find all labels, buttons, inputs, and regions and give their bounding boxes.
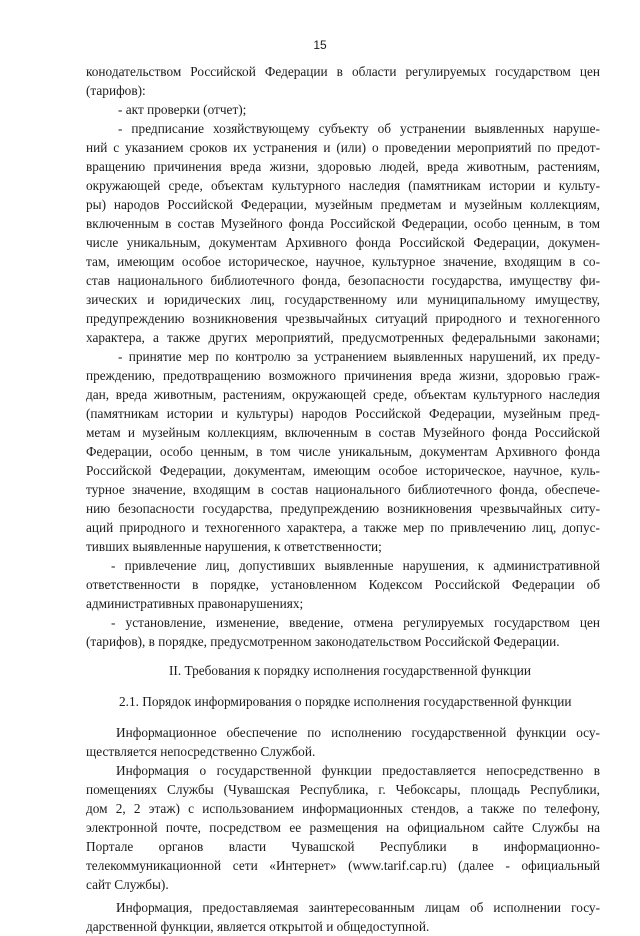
text-line: характера, а также других мероприятий, предусмотренных федеральными законами; <box>86 330 600 345</box>
text-line: включенным в состав Музейного фонда Российской Федерации, особо ценным, в том <box>86 216 600 231</box>
text-line: дом 2, 2 этаж) с использованием информационных стендов, а также по телефону, <box>86 801 600 816</box>
tariffs-item <box>86 613 600 651</box>
text-line: административных правонарушениях; <box>86 596 304 611</box>
text-line: окружающей среде, объектам культурного наследия (памятникам истории и культу- <box>86 178 600 193</box>
text-line: числе уникальным, документам Архивного фонда Российской Федерации, докумен- <box>86 235 600 250</box>
text-line: ответственности в порядке, установленном Кодексом Российской Федерации об <box>86 577 600 592</box>
text-line: дарственной функции, является открытой и общедоступной. <box>86 919 430 934</box>
text-line: став национального библиотечного фонда, безопасности государства, имуществу фи- <box>86 273 600 288</box>
info-open-paragraph <box>86 898 600 936</box>
intro-paragraph <box>86 62 600 100</box>
measures-item <box>86 347 600 556</box>
text-line: Информация, предоставляемая заинтересованным лицам об исполнении госу- <box>116 900 600 915</box>
text-line: нию безопасности государства, предупреждению возникновения чрезвычайных ситу- <box>86 501 600 516</box>
text-line: ний с указанием сроков их устранения и (или) о проведении мероприятий по предот- <box>86 140 600 155</box>
text-line: конодательством Российской Федерации в области регулируемых государством цен <box>86 64 600 79</box>
text-line: там, имеющим особое историческое, научное, культурное значение, входящим в со- <box>86 254 600 269</box>
text-line: преждению, предотвращению возможного причинения вреда жизни, здоровью граж- <box>86 368 600 383</box>
text-line: зических и юридических лиц, государственному или муниципальному имуществу, <box>86 292 600 307</box>
page-number: 15 <box>313 38 327 52</box>
section-heading: II. Требования к порядку исполнения государственной функции <box>169 663 531 678</box>
text-line: - установление, изменение, введение, отмена регулируемых государством цен <box>111 615 600 630</box>
text-line: - принятие мер по контролю за устранением выявленных нарушений, их преду- <box>118 349 600 364</box>
text-line: тивших выявленные нарушения, к ответственности; <box>86 539 382 554</box>
info-support-paragraph <box>86 723 600 761</box>
text-line: Российской Федерации, документам, имеющим особое историческое, научное, куль- <box>86 463 600 478</box>
text-line: помещениях Службы (Чувашская Республика, г. Чебоксары, площадь Республики, <box>86 782 600 797</box>
text-line: электронной почте, посредством ее размещения на официальном сайте Службы на <box>86 820 600 835</box>
text-line: (тарифов): <box>86 83 146 98</box>
text-line: Информационное обеспечение по исполнению государственной функции осу- <box>116 725 600 740</box>
text-line: Информация о государственной функции предоставляется непосредственно в <box>116 763 600 778</box>
text-line: - акт проверки (отчет); <box>118 102 247 117</box>
text-line: метам и музейным коллекциям, включенным в состав Музейного фонда Российской <box>86 425 600 440</box>
text-line: телекоммуникационной сети «Интернет» (www.tarif.cap.ru) (далее - официальный <box>86 858 600 873</box>
text-line: Портале органов власти Чувашской Республики в информационно- <box>86 839 600 854</box>
text-line: ры) народов Российской Федерации, музейным предметам и музейным коллекциям, <box>86 197 600 212</box>
text-line: предупреждению возникновения чрезвычайных ситуаций природного и техногенного <box>86 311 600 326</box>
liability-item <box>86 556 600 613</box>
order-item <box>86 119 600 347</box>
text-line: (памятникам истории и культуры) народов Российской Федерации, музейным пред- <box>86 406 600 421</box>
text-line: дан, вреда животным, растениям, окружающей среде, объектам культурного наследия <box>86 387 600 402</box>
text-line: - предписание хозяйствующему субъекту об устранении выявленных наруше- <box>118 121 600 136</box>
text-line: аций природного и техногенного характера, а также мер по привлечению лиц, допус- <box>86 520 600 535</box>
text-line: (тарифов), в порядке, предусмотренном законодательством Российской Федерации. <box>86 634 560 649</box>
document-body <box>86 62 600 936</box>
info-about-paragraph <box>86 761 600 894</box>
text-line: - привлечение лиц, допустивших выявленные нарушения, к административной <box>111 558 600 573</box>
subsection-heading: 2.1. Порядок информирования о порядке исполнения государственной функции <box>119 694 572 709</box>
text-line: вращению причинения вреда жизни, здоровью людей, вреда животным, растениям, <box>86 159 600 174</box>
text-line: ществляется непосредственно Службой. <box>86 744 316 759</box>
act-item <box>86 100 600 119</box>
text-line: турное значение, входящим в состав национального библиотечного фонда, обеспече- <box>86 482 600 497</box>
text-line: сайт Службы). <box>86 877 169 892</box>
text-line: Федерации, особо ценным, в том числе уникальным, документам Архивного фонда <box>86 444 600 459</box>
